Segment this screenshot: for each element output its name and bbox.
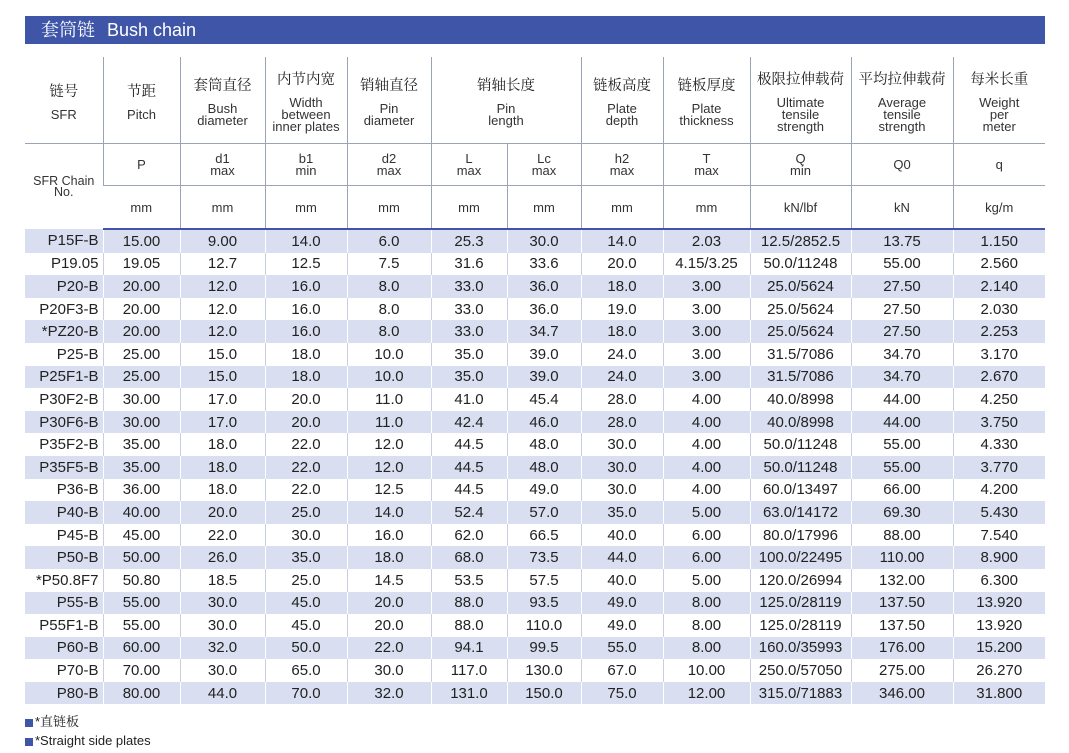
table-cell: 11.0 — [347, 388, 431, 411]
table-cell: 70.0 — [265, 682, 347, 705]
table-cell: 27.50 — [851, 298, 953, 321]
col-pin-diameter: 销轴直径 Pin diameter — [347, 57, 431, 144]
bullet-square-icon — [25, 738, 33, 746]
table-cell: 53.5 — [431, 569, 507, 592]
table-cell: 60.00 — [103, 637, 180, 660]
table-cell: 20.0 — [265, 388, 347, 411]
table-cell: 33.6 — [507, 253, 581, 276]
table-cell: 80.0/17996 — [750, 524, 851, 547]
table-cell: 19.05 — [103, 253, 180, 276]
table-cell: 3.770 — [953, 456, 1045, 479]
table-cell: 17.0 — [180, 388, 265, 411]
col-ultimate-strength: 极限拉伸载荷 Ultimate tensile strength — [750, 57, 851, 144]
table-cell: 11.0 — [347, 411, 431, 434]
table-cell: 315.0/71883 — [750, 682, 851, 705]
table-cell: 63.0/14172 — [750, 501, 851, 524]
table-cell: 8.0 — [347, 320, 431, 343]
table-cell: 31.800 — [953, 682, 1045, 705]
table-cell: 75.0 — [581, 682, 663, 705]
table-row — [25, 366, 1045, 389]
table-cell: 30.0 — [581, 479, 663, 502]
table-cell: 49.0 — [507, 479, 581, 502]
table-cell: 137.50 — [851, 614, 953, 637]
table-cell: 35.0 — [431, 343, 507, 366]
table-cell: 32.0 — [347, 682, 431, 705]
col-pin-length: 销轴长度 Pin length — [431, 57, 581, 144]
table-cell: 125.0/28119 — [750, 614, 851, 637]
col-inner-width: 内节内宽 Width between inner plates — [265, 57, 347, 144]
table-cell: 34.70 — [851, 366, 953, 389]
table-cell: 44.0 — [180, 682, 265, 705]
table-cell: 110.00 — [851, 546, 953, 569]
table-cell: 26.0 — [180, 546, 265, 569]
header-row-units: mm mm mm mm mm mm mm mm kN/lbf kN kg/m — [25, 186, 1045, 230]
table-cell: 12.5 — [347, 479, 431, 502]
table-cell: 20.0 — [180, 501, 265, 524]
table-cell: 9.00 — [180, 229, 265, 253]
col-average-strength: 平均拉伸载荷 Average tensile strength — [851, 57, 953, 144]
table-cell: 125.0/28119 — [750, 592, 851, 615]
table-cell: 30.0 — [347, 659, 431, 682]
table-cell: 17.0 — [180, 411, 265, 434]
table-cell: 3.00 — [663, 275, 750, 298]
table-cell: 36.0 — [507, 275, 581, 298]
chain-no-cell: *P50.8F7 — [25, 569, 103, 592]
table-cell: 12.0 — [180, 320, 265, 343]
header-row-labels — [25, 57, 1045, 144]
table-cell: 20.0 — [347, 592, 431, 615]
table-cell: 45.0 — [265, 592, 347, 615]
table-cell: 25.00 — [103, 343, 180, 366]
table-cell: 5.00 — [663, 501, 750, 524]
table-cell: 346.00 — [851, 682, 953, 705]
table-cell: 7.540 — [953, 524, 1045, 547]
table-cell: 20.00 — [103, 320, 180, 343]
footnote-zh: *直链板 — [25, 712, 151, 731]
table-cell: 49.0 — [581, 592, 663, 615]
bush-chain-spec-table — [25, 57, 1045, 704]
title-zh: 套筒链 — [41, 20, 95, 40]
table-row — [25, 659, 1045, 682]
table-cell: 88.00 — [851, 524, 953, 547]
table-cell: 80.00 — [103, 682, 180, 705]
chain-no-cell: P35F2-B — [25, 433, 103, 456]
title-bar — [25, 16, 1045, 44]
table-cell: 15.0 — [180, 343, 265, 366]
table-row — [25, 411, 1045, 434]
chain-no-cell: P36-B — [25, 479, 103, 502]
table-row — [25, 614, 1045, 637]
table-cell: 55.00 — [851, 433, 953, 456]
table-cell: 25.0/5624 — [750, 275, 851, 298]
table-cell: 26.270 — [953, 659, 1045, 682]
table-cell: 52.4 — [431, 501, 507, 524]
spec-table-body — [25, 229, 1045, 704]
table-cell: 93.5 — [507, 592, 581, 615]
table-cell: 45.00 — [103, 524, 180, 547]
table-cell: 2.560 — [953, 253, 1045, 276]
table-cell: 18.0 — [581, 320, 663, 343]
table-cell: 7.5 — [347, 253, 431, 276]
table-cell: 176.00 — [851, 637, 953, 660]
table-cell: 5.430 — [953, 501, 1045, 524]
table-cell: 65.0 — [265, 659, 347, 682]
table-cell: 50.0/11248 — [750, 253, 851, 276]
table-cell: 99.5 — [507, 637, 581, 660]
table-cell: 22.0 — [265, 479, 347, 502]
table-cell: 25.0 — [265, 569, 347, 592]
table-cell: 30.0 — [581, 456, 663, 479]
table-cell: 18.0 — [180, 456, 265, 479]
table-cell: 22.0 — [265, 456, 347, 479]
chain-no-cell: P15F-B — [25, 229, 103, 253]
table-cell: 35.00 — [103, 456, 180, 479]
col-weight: 每米长重 Weight per meter — [953, 57, 1045, 144]
table-cell: 4.200 — [953, 479, 1045, 502]
chain-no-cell: P19.05 — [25, 253, 103, 276]
table-cell: 8.00 — [663, 592, 750, 615]
table-cell: 66.5 — [507, 524, 581, 547]
table-row — [25, 682, 1045, 705]
table-cell: 2.030 — [953, 298, 1045, 321]
table-row — [25, 298, 1045, 321]
table-cell: 33.0 — [431, 275, 507, 298]
table-cell: 60.0/13497 — [750, 479, 851, 502]
table-cell: 6.00 — [663, 546, 750, 569]
table-cell: 35.0 — [581, 501, 663, 524]
table-cell: 36.0 — [507, 298, 581, 321]
table-cell: 4.15/3.25 — [663, 253, 750, 276]
table-cell: 30.0 — [507, 229, 581, 253]
table-cell: 94.1 — [431, 637, 507, 660]
table-cell: 35.0 — [431, 366, 507, 389]
table-cell: 22.0 — [347, 637, 431, 660]
bullet-square-icon — [25, 719, 33, 727]
table-cell: 88.0 — [431, 592, 507, 615]
table-cell: 20.0 — [347, 614, 431, 637]
chain-no-cell: P60-B — [25, 637, 103, 660]
table-cell: 275.00 — [851, 659, 953, 682]
table-cell: 31.5/7086 — [750, 343, 851, 366]
table-cell: 6.300 — [953, 569, 1045, 592]
col-pitch: 节距 Pitch — [103, 57, 180, 144]
table-cell: 150.0 — [507, 682, 581, 705]
chain-no-symbol: SFR Chain No. — [25, 144, 103, 230]
table-cell: 131.0 — [431, 682, 507, 705]
table-cell: 20.0 — [265, 411, 347, 434]
table-cell: 30.0 — [581, 433, 663, 456]
table-cell: 44.5 — [431, 456, 507, 479]
table-cell: 12.00 — [663, 682, 750, 705]
table-cell: 4.330 — [953, 433, 1045, 456]
table-cell: 57.5 — [507, 569, 581, 592]
table-cell: 68.0 — [431, 546, 507, 569]
table-cell: 12.7 — [180, 253, 265, 276]
table-cell: 22.0 — [265, 433, 347, 456]
table-cell: 48.0 — [507, 456, 581, 479]
table-cell: 12.5 — [265, 253, 347, 276]
col-plate-thickness: 链板厚度 Plate thickness — [663, 57, 750, 144]
table-cell: 88.0 — [431, 614, 507, 637]
table-cell: 20.0 — [581, 253, 663, 276]
col-plate-depth: 链板高度 Plate depth — [581, 57, 663, 144]
table-cell: 33.0 — [431, 298, 507, 321]
chain-no-cell: P30F2-B — [25, 388, 103, 411]
table-cell: 4.00 — [663, 456, 750, 479]
table-row — [25, 433, 1045, 456]
table-cell: 8.900 — [953, 546, 1045, 569]
chain-no-cell: P55F1-B — [25, 614, 103, 637]
table-cell: 46.0 — [507, 411, 581, 434]
table-cell: 100.0/22495 — [750, 546, 851, 569]
table-cell: 19.0 — [581, 298, 663, 321]
table-cell: 8.00 — [663, 637, 750, 660]
table-cell: 20.00 — [103, 275, 180, 298]
table-cell: 14.5 — [347, 569, 431, 592]
table-row — [25, 592, 1045, 615]
table-cell: 57.0 — [507, 501, 581, 524]
table-row — [25, 546, 1045, 569]
table-cell: 40.0 — [581, 524, 663, 547]
col-chain-no: 链号 SFR — [49, 83, 79, 122]
table-cell: 24.0 — [581, 343, 663, 366]
table-cell: 18.0 — [265, 343, 347, 366]
chain-no-cell: P40-B — [25, 501, 103, 524]
table-cell: 50.00 — [103, 546, 180, 569]
table-cell: 3.00 — [663, 366, 750, 389]
table-row — [25, 343, 1045, 366]
table-cell: 22.0 — [180, 524, 265, 547]
table-cell: 44.00 — [851, 411, 953, 434]
table-cell: 8.0 — [347, 298, 431, 321]
table-cell: 31.5/7086 — [750, 366, 851, 389]
table-cell: 13.75 — [851, 229, 953, 253]
table-cell: 30.00 — [103, 388, 180, 411]
footnotes — [25, 712, 151, 750]
table-cell: 18.0 — [180, 433, 265, 456]
table-cell: 110.0 — [507, 614, 581, 637]
table-cell: 27.50 — [851, 320, 953, 343]
table-cell: 62.0 — [431, 524, 507, 547]
table-cell: 14.0 — [581, 229, 663, 253]
table-cell: 34.70 — [851, 343, 953, 366]
table-cell: 49.0 — [581, 614, 663, 637]
table-row — [25, 229, 1045, 253]
table-cell: 66.00 — [851, 479, 953, 502]
table-cell: 14.0 — [265, 229, 347, 253]
table-cell: 34.7 — [507, 320, 581, 343]
table-cell: 40.00 — [103, 501, 180, 524]
table-cell: 69.30 — [851, 501, 953, 524]
table-row — [25, 456, 1045, 479]
chain-no-cell: P70-B — [25, 659, 103, 682]
table-cell: 250.0/57050 — [750, 659, 851, 682]
table-cell: 16.0 — [265, 298, 347, 321]
table-cell: 25.00 — [103, 366, 180, 389]
table-cell: 2.03 — [663, 229, 750, 253]
table-cell: 3.750 — [953, 411, 1045, 434]
table-cell: 44.5 — [431, 479, 507, 502]
table-cell: 10.0 — [347, 343, 431, 366]
table-row — [25, 388, 1045, 411]
table-cell: 16.0 — [265, 320, 347, 343]
table-cell: 44.0 — [581, 546, 663, 569]
table-cell: 30.0 — [180, 614, 265, 637]
table-cell: 10.0 — [347, 366, 431, 389]
table-cell: 130.0 — [507, 659, 581, 682]
table-cell: 4.250 — [953, 388, 1045, 411]
table-cell: 6.0 — [347, 229, 431, 253]
table-cell: 4.00 — [663, 433, 750, 456]
table-cell: 39.0 — [507, 343, 581, 366]
chain-no-cell: P30F6-B — [25, 411, 103, 434]
table-cell: 40.0/8998 — [750, 411, 851, 434]
table-cell: 10.00 — [663, 659, 750, 682]
table-cell: 30.0 — [180, 659, 265, 682]
table-cell: 12.0 — [180, 298, 265, 321]
table-cell: 12.0 — [180, 275, 265, 298]
table-cell: 73.5 — [507, 546, 581, 569]
table-cell: 16.0 — [347, 524, 431, 547]
table-cell: 36.00 — [103, 479, 180, 502]
chain-no-cell: P55-B — [25, 592, 103, 615]
table-cell: 18.0 — [180, 479, 265, 502]
table-cell: 15.0 — [180, 366, 265, 389]
table-cell: 16.0 — [265, 275, 347, 298]
table-cell: 33.0 — [431, 320, 507, 343]
table-cell: 50.0/11248 — [750, 433, 851, 456]
table-cell: 41.0 — [431, 388, 507, 411]
table-cell: 5.00 — [663, 569, 750, 592]
table-cell: 12.5/2852.5 — [750, 229, 851, 253]
table-cell: 39.0 — [507, 366, 581, 389]
table-cell: 18.0 — [581, 275, 663, 298]
chain-no-cell: P80-B — [25, 682, 103, 705]
table-cell: 30.00 — [103, 411, 180, 434]
table-cell: 35.0 — [265, 546, 347, 569]
table-cell: 70.00 — [103, 659, 180, 682]
table-cell: 18.0 — [347, 546, 431, 569]
table-cell: 2.253 — [953, 320, 1045, 343]
table-cell: 67.0 — [581, 659, 663, 682]
table-cell: 117.0 — [431, 659, 507, 682]
table-cell: 4.00 — [663, 388, 750, 411]
table-cell: 55.00 — [851, 253, 953, 276]
chain-no-cell: P50-B — [25, 546, 103, 569]
table-cell: 1.150 — [953, 229, 1045, 253]
table-cell: 3.00 — [663, 343, 750, 366]
table-cell: 44.5 — [431, 433, 507, 456]
table-cell: 137.50 — [851, 592, 953, 615]
table-cell: 55.0 — [581, 637, 663, 660]
table-cell: 13.920 — [953, 614, 1045, 637]
table-cell: 48.0 — [507, 433, 581, 456]
table-cell: 15.200 — [953, 637, 1045, 660]
table-cell: 2.140 — [953, 275, 1045, 298]
table-cell: 42.4 — [431, 411, 507, 434]
table-cell: 12.0 — [347, 456, 431, 479]
table-cell: 45.4 — [507, 388, 581, 411]
table-cell: 132.00 — [851, 569, 953, 592]
table-cell: 50.0/11248 — [750, 456, 851, 479]
table-cell: 55.00 — [851, 456, 953, 479]
table-row — [25, 569, 1045, 592]
table-cell: 120.0/26994 — [750, 569, 851, 592]
table-cell: 2.670 — [953, 366, 1045, 389]
table-cell: 25.0/5624 — [750, 298, 851, 321]
table-cell: 12.0 — [347, 433, 431, 456]
table-cell: 30.0 — [265, 524, 347, 547]
table-row — [25, 253, 1045, 276]
table-cell: 3.170 — [953, 343, 1045, 366]
table-cell: 3.00 — [663, 298, 750, 321]
title-en: Bush chain — [107, 20, 197, 40]
table-cell: 55.00 — [103, 592, 180, 615]
table-row — [25, 637, 1045, 660]
chain-no-cell: *PZ20-B — [25, 320, 103, 343]
table-row — [25, 275, 1045, 298]
table-cell: 32.0 — [180, 637, 265, 660]
table-cell: 25.0/5624 — [750, 320, 851, 343]
table-row — [25, 479, 1045, 502]
table-cell: 160.0/35993 — [750, 637, 851, 660]
table-cell: 28.0 — [581, 411, 663, 434]
chain-no-cell: P25F1-B — [25, 366, 103, 389]
table-cell: 35.00 — [103, 433, 180, 456]
table-cell: 6.00 — [663, 524, 750, 547]
table-cell: 4.00 — [663, 411, 750, 434]
header-row-symbols: SFR Chain No. P d1 max b1 min d2 max L max Lc max h2 max T max Q min Q0 q — [25, 144, 1045, 186]
table-cell: 27.50 — [851, 275, 953, 298]
table-cell: 40.0 — [581, 569, 663, 592]
table-cell: 8.00 — [663, 614, 750, 637]
table-cell: 18.5 — [180, 569, 265, 592]
chain-no-cell: P25-B — [25, 343, 103, 366]
table-cell: 50.0 — [265, 637, 347, 660]
footnote-en: *Straight side plates — [25, 731, 151, 750]
table-cell: 18.0 — [265, 366, 347, 389]
table-cell: 25.0 — [265, 501, 347, 524]
table-row — [25, 524, 1045, 547]
table-row — [25, 501, 1045, 524]
table-row — [25, 320, 1045, 343]
table-cell: 20.00 — [103, 298, 180, 321]
table-cell: 25.3 — [431, 229, 507, 253]
chain-no-cell: P20F3-B — [25, 298, 103, 321]
table-cell: 45.0 — [265, 614, 347, 637]
table-cell: 44.00 — [851, 388, 953, 411]
table-cell: 28.0 — [581, 388, 663, 411]
col-bush-diameter: 套筒直径 Bush diameter — [180, 57, 265, 144]
table-cell: 4.00 — [663, 479, 750, 502]
table-cell: 40.0/8998 — [750, 388, 851, 411]
chain-no-cell: P45-B — [25, 524, 103, 547]
table-cell: 24.0 — [581, 366, 663, 389]
table-cell: 30.0 — [180, 592, 265, 615]
table-cell: 14.0 — [347, 501, 431, 524]
table-cell: 3.00 — [663, 320, 750, 343]
chain-no-cell: P20-B — [25, 275, 103, 298]
table-cell: 13.920 — [953, 592, 1045, 615]
table-cell: 50.80 — [103, 569, 180, 592]
table-cell: 8.0 — [347, 275, 431, 298]
table-cell: 15.00 — [103, 229, 180, 253]
chain-no-cell: P35F5-B — [25, 456, 103, 479]
table-cell: 55.00 — [103, 614, 180, 637]
table-cell: 31.6 — [431, 253, 507, 276]
